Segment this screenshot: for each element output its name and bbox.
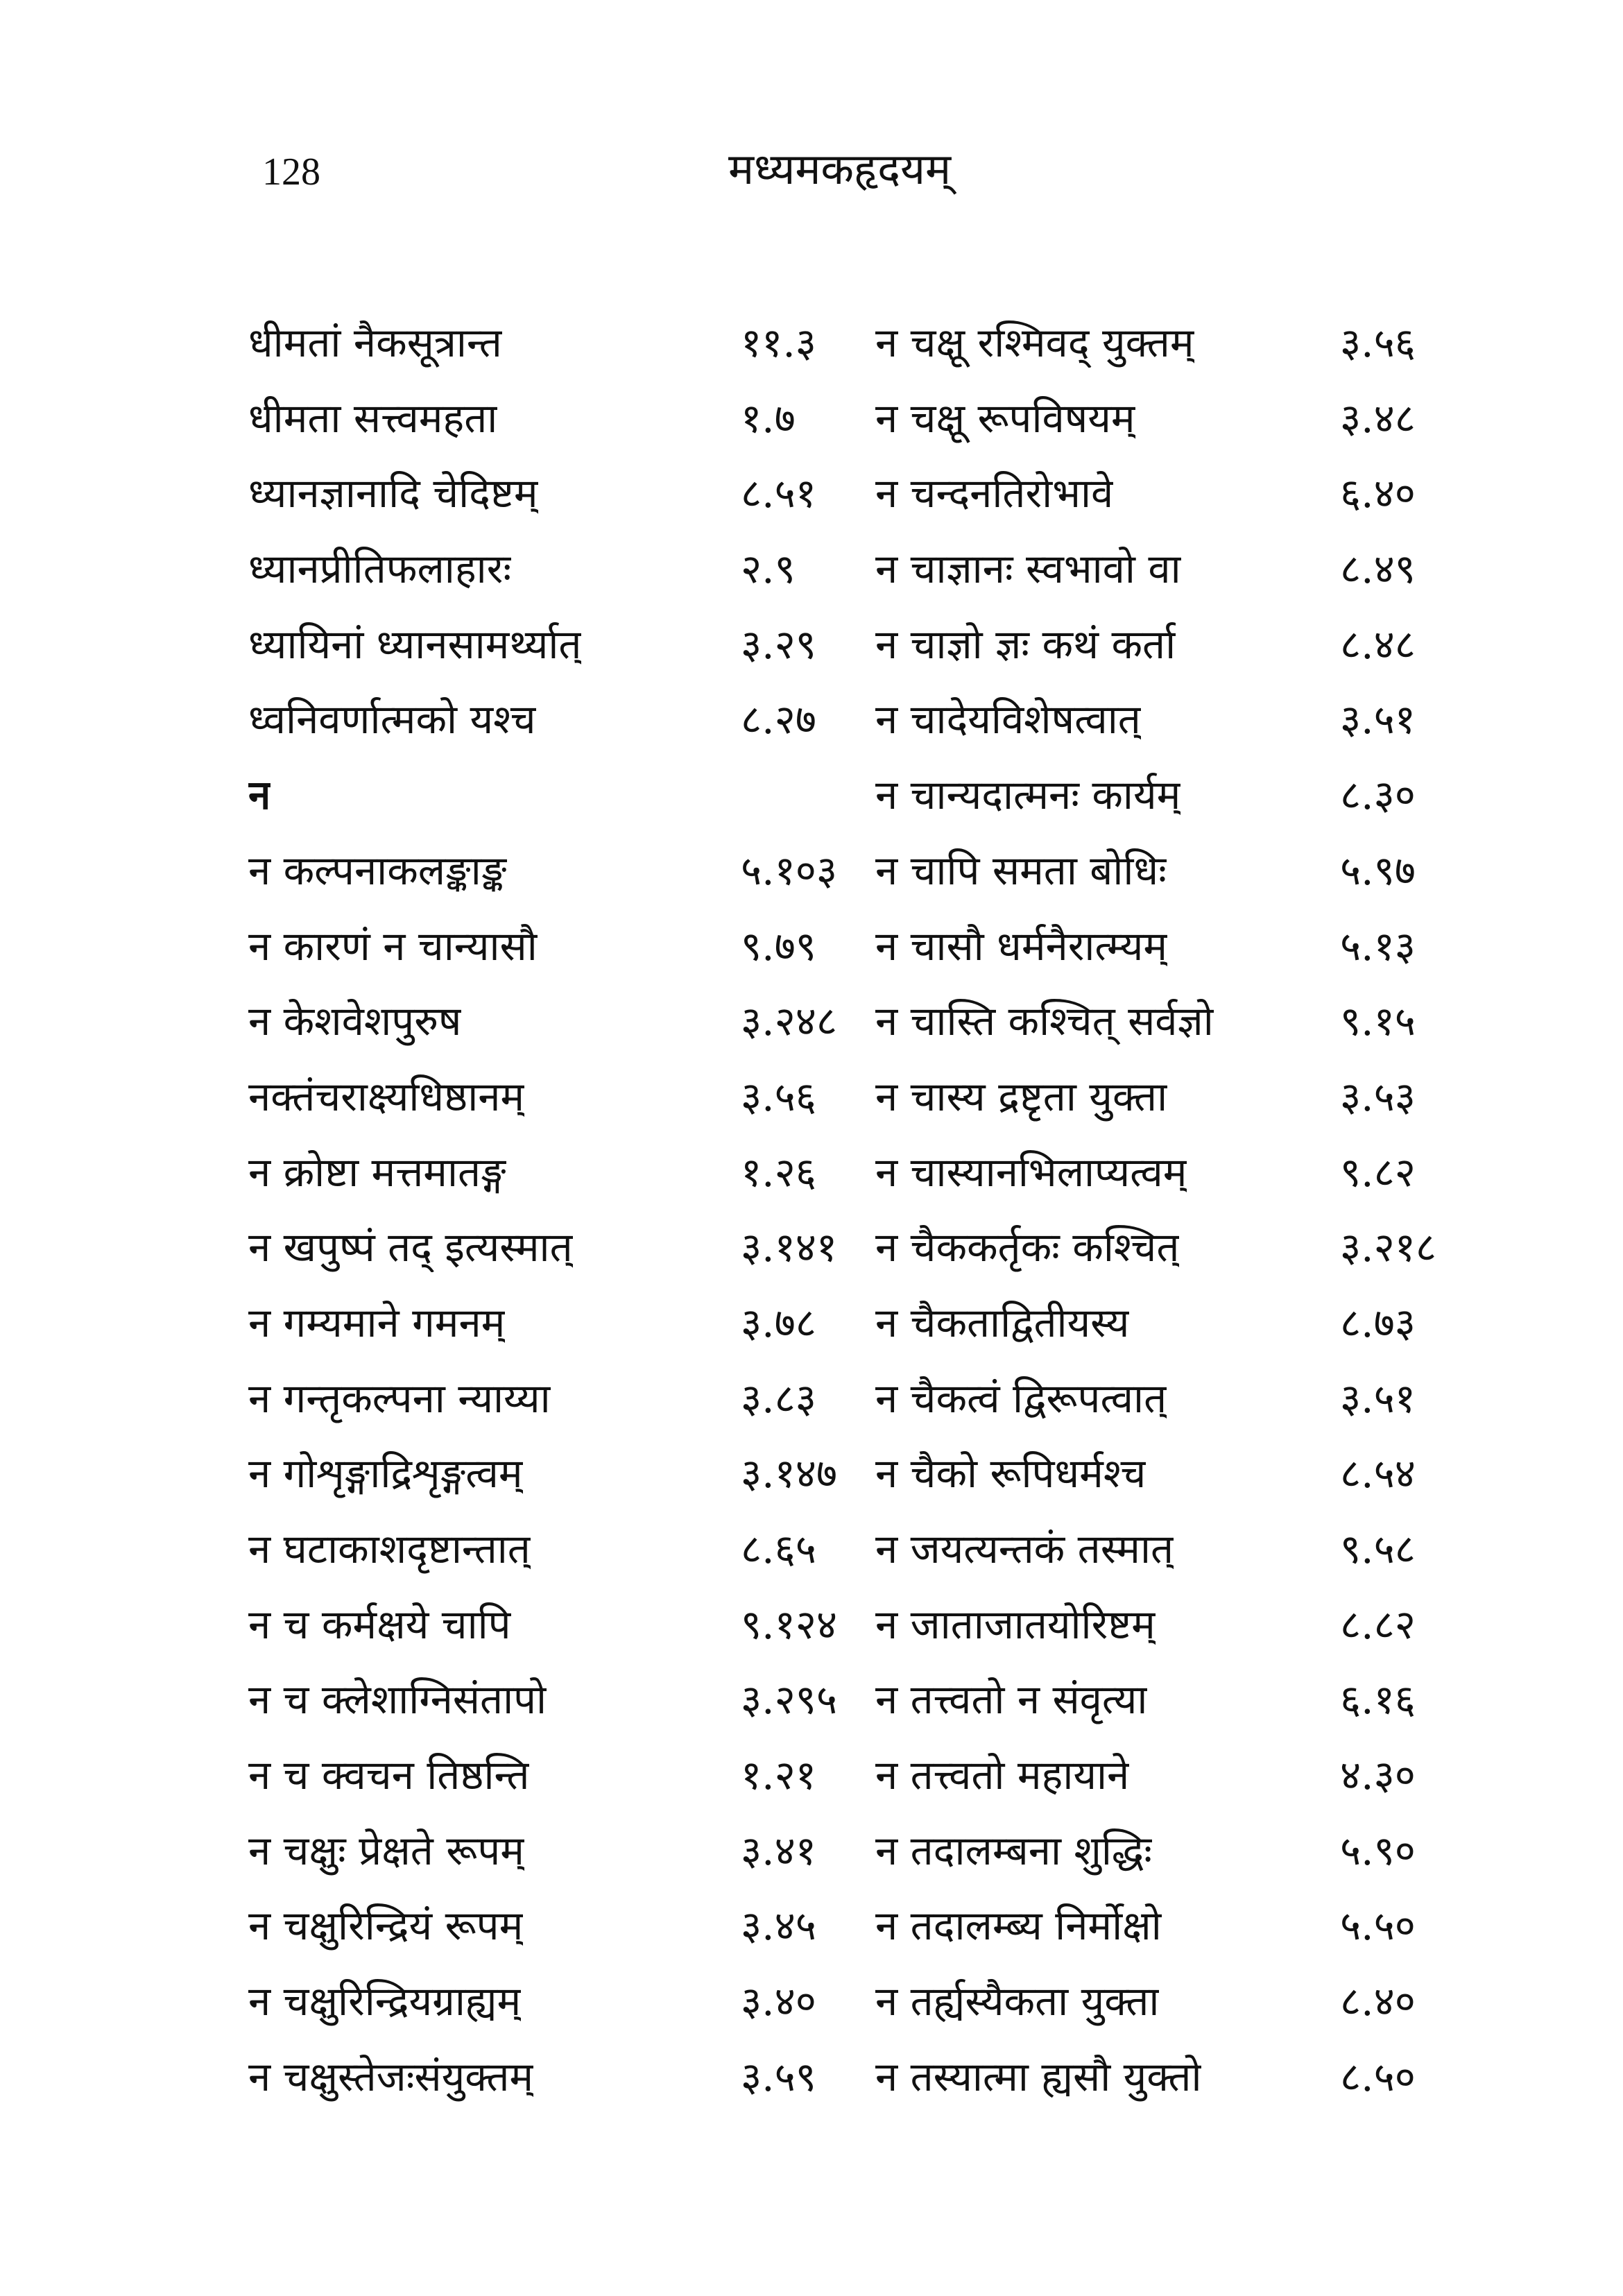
verse-reference: ८.७३ [1340, 1299, 1416, 1346]
verse-reference: ५.५० [1340, 1902, 1416, 1950]
index-entry [875, 1448, 1472, 1524]
verse-line: न च क्वचन तिष्ठन्ति [248, 1751, 530, 1799]
verse-line: न तस्यात्मा ह्यसौ युक्तो [875, 2053, 1202, 2100]
index-entry [875, 1976, 1472, 2052]
index-entry [875, 1524, 1472, 1600]
verse-line: न च कर्मक्षये चापि [248, 1600, 511, 1648]
verse-reference: ३.१४१ [741, 1224, 838, 1271]
verse-reference: ३.८३ [741, 1374, 816, 1422]
index-entry [248, 1600, 886, 1675]
verse-line: न चक्षू रूपविषयम् [875, 394, 1135, 442]
verse-line: न तदालम्ब्य निर्मोक्षो [875, 1902, 1162, 1950]
verse-line: न गोशृङ्गाद्रिशृङ्गत्वम् [248, 1450, 523, 1498]
verse-reference: १.७ [741, 394, 796, 442]
index-entry [875, 921, 1472, 997]
verse-line: न चन्दनतिरोभावे [875, 470, 1114, 517]
verse-line: न चक्षुरिन्द्रियग्राह्यम् [248, 1978, 522, 2025]
verse-reference: ८.५० [1340, 2053, 1416, 2100]
verse-reference: ३.५६ [741, 1072, 816, 1120]
verse-reference: ८.४९ [1340, 545, 1416, 593]
verse-line: न चादेयविशेषत्वात् [875, 696, 1141, 744]
verse-reference: ३.५१ [1340, 696, 1416, 744]
index-entry [248, 694, 886, 770]
verse-reference: ८.५४ [1340, 1450, 1416, 1498]
verse-line: धीमता सत्त्वमहता [248, 394, 498, 442]
index-entry [248, 393, 886, 469]
verse-reference: ६.४० [1340, 470, 1416, 517]
index-entry [248, 1072, 886, 1147]
index-entry [248, 1750, 886, 1826]
verse-reference: ४.३० [1340, 1751, 1416, 1799]
index-entry [875, 2052, 1472, 2127]
verse-reference: ३.५९ [741, 2053, 816, 2100]
verse-line: न तत्त्वतो महायाने [875, 1751, 1130, 1799]
index-entry [248, 1448, 886, 1524]
verse-reference: ३.४५ [741, 1902, 816, 1950]
index-entry [248, 468, 886, 544]
verse-reference: ३.५६ [1340, 319, 1416, 366]
verse-line: न चाज्ञानः स्वभावो वा [875, 545, 1181, 593]
verse-line: न तदालम्बना शुद्धिः [875, 1826, 1152, 1874]
verse-line: ध्वनिवर्णात्मको यश्च [248, 696, 536, 744]
index-entry [248, 619, 886, 695]
index-column-left [248, 318, 886, 2127]
verse-line: न चाज्ञो ज्ञः कथं कर्ता [875, 620, 1176, 668]
verse-reference: ५.१३ [1340, 922, 1416, 970]
verse-line: न खपुष्पं तद् इत्यस्मात् [248, 1224, 573, 1271]
index-entry [875, 1901, 1472, 1976]
index-entry [248, 846, 886, 921]
verse-line: न घटाकाशदृष्टान्तात् [248, 1525, 531, 1573]
verse-reference: ३.५१ [1340, 1374, 1416, 1422]
verse-line: न जयत्यन्तकं तस्मात् [875, 1525, 1174, 1573]
index-entry [248, 1674, 886, 1750]
verse-line: न जाताजातयोरिष्टम् [875, 1600, 1156, 1648]
verse-line: न चैको रूपिधर्मश्च [875, 1450, 1147, 1498]
verse-line: न तर्ह्यस्यैकता युक्ता [875, 1978, 1160, 2025]
verse-reference: ८.४० [1340, 1978, 1416, 2025]
verse-reference: ९.१५ [1340, 997, 1416, 1045]
verse-reference: ३.७८ [741, 1299, 816, 1346]
index-entry [248, 1524, 886, 1600]
index-entry [875, 846, 1472, 921]
index-entry [248, 1826, 886, 1901]
verse-reference: ८.८२ [1340, 1600, 1416, 1648]
verse-line: नक्तंचराक्ष्यधिष्ठानम् [248, 1072, 525, 1120]
index-entry [248, 1976, 886, 2052]
verse-line: न चासौ धर्मनैरात्म्यम् [875, 922, 1168, 970]
verse-line: न गम्यमाने गमनम् [248, 1299, 506, 1346]
index-entry [248, 1373, 886, 1449]
page-number: 128 [262, 151, 320, 194]
index-entry [248, 1147, 886, 1223]
index-entry [248, 2052, 886, 2127]
verse-reference: ३.५३ [1340, 1072, 1416, 1120]
verse-line: न कारणं न चान्यासौ [248, 922, 538, 970]
verse-line: न चक्षुः प्रेक्षते रूपम् [248, 1826, 524, 1874]
verse-reference: ९.७९ [741, 922, 816, 970]
verse-reference: ३.२९५ [741, 1676, 838, 1724]
verse-reference: ५.१०३ [741, 846, 838, 894]
verse-line: ध्यानप्रीतिफलाहारः [248, 545, 512, 593]
verse-reference: २.९ [741, 545, 796, 593]
index-entry [248, 1298, 886, 1373]
verse-reference: ५.९७ [1340, 846, 1416, 894]
index-entry [875, 1600, 1472, 1675]
verse-line: न चैककर्तृकः कश्चित् [875, 1224, 1180, 1271]
verse-line: न केशवेशपुरुष [248, 997, 462, 1045]
verse-reference: १.२६ [741, 1148, 816, 1196]
verse-reference: ६.१६ [1340, 1676, 1416, 1724]
index-section-heading [248, 770, 886, 846]
index-entry [875, 544, 1472, 619]
verse-line: न चास्य द्रष्टृता युक्ता [875, 1072, 1168, 1120]
verse-reference: ३.४८ [1340, 394, 1416, 442]
index-entry [875, 770, 1472, 846]
verse-line: न तत्त्वतो न संवृत्या [875, 1676, 1148, 1724]
index-entry [875, 619, 1472, 695]
index-entry [875, 1826, 1472, 1901]
index-entry [248, 1901, 886, 1976]
index-entry [875, 1750, 1472, 1826]
verse-line: न चापि समता बोधिः [875, 846, 1167, 894]
verse-line: न च क्लेशाग्निसंतापो [248, 1676, 547, 1724]
verse-line: न चैकत्वं द्विरूपत्वात् [875, 1374, 1167, 1422]
verse-reference: ११.३ [741, 319, 816, 366]
verse-reference: १.२१ [741, 1751, 816, 1799]
verse-reference: ९.१२४ [741, 1600, 838, 1648]
index-entry [875, 318, 1472, 393]
index-entry [875, 1298, 1472, 1373]
verse-line: ध्यानज्ञानादि चेदिष्टम् [248, 470, 538, 517]
verse-reference: ९.५८ [1340, 1525, 1416, 1573]
verse-reference: ३.२९ [741, 620, 816, 668]
verse-line: न चैकताद्वितीयस्य [875, 1299, 1130, 1346]
verse-reference: ८.५१ [741, 470, 816, 517]
index-entry [248, 1222, 886, 1298]
verse-line: न चान्यदात्मनः कार्यम् [875, 771, 1181, 819]
verse-reference: ९.८२ [1340, 1148, 1416, 1196]
index-entry [875, 1674, 1472, 1750]
running-title: मध्यमकहृदयम् [728, 144, 952, 194]
index-entry [248, 996, 886, 1072]
verse-line: ध्यायिनां ध्यानसामर्थ्यात् [248, 620, 582, 668]
index-entry [248, 318, 886, 393]
index-entry [248, 544, 886, 619]
verse-line: न चास्यानभिलाप्यत्वम् [875, 1148, 1187, 1196]
verse-line: धीमतां नैकसूत्रान्त [248, 319, 502, 366]
verse-reference: ८.२७ [741, 696, 816, 744]
index-entry [875, 996, 1472, 1072]
verse-reference: ८.४८ [1340, 620, 1416, 668]
verse-reference: ३.२४८ [741, 997, 838, 1045]
verse-reference: ८.३० [1340, 771, 1416, 819]
index-entry [248, 921, 886, 997]
verse-reference: ३.४० [741, 1978, 816, 2025]
verse-line: न चक्षुरिन्द्रियं रूपम् [248, 1902, 524, 1950]
verse-reference: ३.२१८ [1340, 1224, 1437, 1271]
verse-reference: ८.६५ [741, 1525, 816, 1573]
verse-line: न चक्षुस्तेजःसंयुक्तम् [248, 2053, 534, 2100]
verse-line: न चक्षू रश्मिवद् युक्तम् [875, 319, 1194, 366]
index-entry [875, 1222, 1472, 1298]
index-entry [875, 468, 1472, 544]
verse-line: न क्रोष्टा मत्तमातङ्ग [248, 1148, 506, 1196]
verse-reference: ३.४१ [741, 1826, 816, 1874]
verse-line: न [248, 771, 271, 819]
index-entry [875, 393, 1472, 469]
verse-line: न गन्तृकल्पना न्याय्या [248, 1374, 551, 1422]
index-column-right [875, 318, 1472, 2127]
verse-line: न चास्ति कश्चित् सर्वज्ञो [875, 997, 1214, 1045]
verse-reference: ५.९० [1340, 1826, 1416, 1874]
index-entry [875, 694, 1472, 770]
index-entry [875, 1373, 1472, 1449]
verse-reference: ३.१४७ [741, 1450, 838, 1498]
verse-line: न कल्पनाकलङ्काङ्क [248, 846, 507, 894]
index-entry [875, 1147, 1472, 1223]
index-entry [875, 1072, 1472, 1147]
